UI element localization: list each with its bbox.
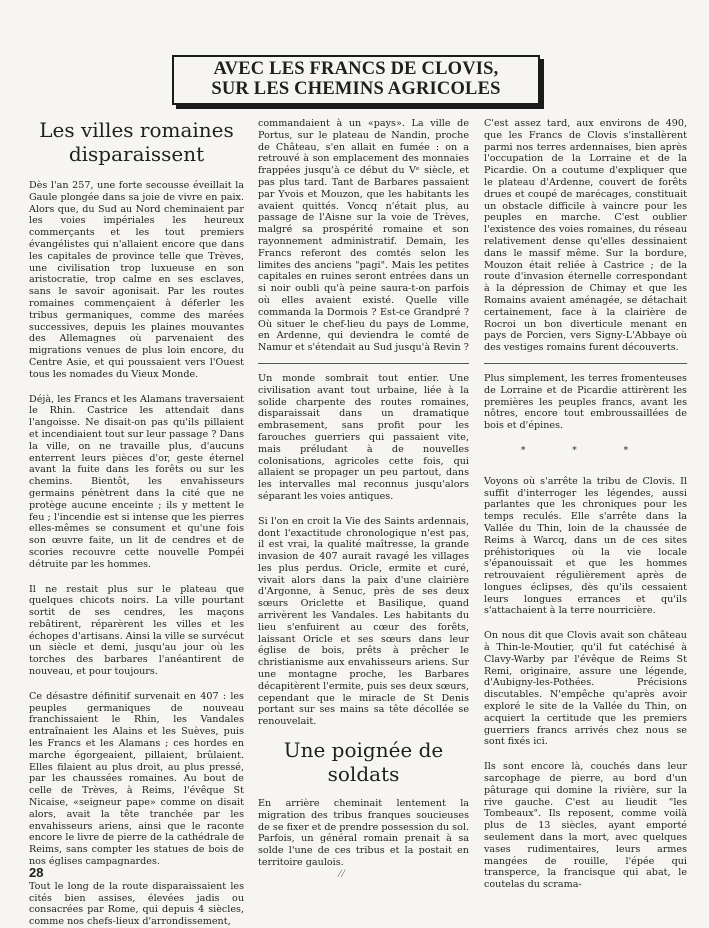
column-1	[29, 118, 244, 928]
paragraph: Un monde sombrait tout entier. Une civilisation avant tout urbaine, liée à la solide charpente des routes romaines, disparaissait dans un dramatique embrasement, sans profit pour les farouches guerriers qui passaient vite, mais préludant à de nouvelles colonisations, agricoles cette fois, qui allaient se propager un peu partout, dans les intervalles mal reconnus jusqu'alors séparant les voies antiques.	[258, 372, 469, 502]
page-number: 28	[29, 865, 44, 880]
paragraph: Voyons où s'arrête la tribu de Clovis. Il suffit d'interroger les légendes, aussi parlantes que les chroniques pour les temps reculés. Elle s'arrête dans la Vallée du Thin, loin de la chaussée de Reims à Warcq, dans un de ces sites préhistoriques où la vie locale s'épanouissait et que les hommes retrouvaient régulièrement après de longues éclipses, dès qu'ils cessaient leurs longues errances et qu'ils s'attachaient à la terre nourricière.	[484, 475, 687, 617]
paragraph: En arrière cheminait lentement la migration des tribus franques soucieuses de se fixer et de prendre possession du sol. Parfois, un général romain prenait à sa solde l'une de ces tribus et la postait en territoire gaulois.	[258, 798, 469, 869]
footer-mark: //	[338, 866, 345, 880]
section-separator-stars: * * *	[520, 445, 651, 456]
paragraph: Dès l'an 257, une forte secousse éveillait la Gaule plongée dans sa joie de vivre en paix. Alors que, du Sud au Nord cheminaient par les voies impériales les heureux commerçants et les tout premiers évangélistes qui n'allaient encore que dans les capitales de province telle que Trèves, une civilisation trop luxueuse en son aristocratie, trop calme en ses esclaves, sans le savoir agonisait. Par les routes romaines commençaient à déferler les tribus germaniques, comme des marées successives, depuis les plaines mouvantes des Allemagnes où parvenaient des migrations venues de plus loin encore, du Centre Asie, et qui poussaient vers l'Ouest tous les nomades du Vieux Monde.	[29, 180, 244, 380]
page-title-line-1: AVEC LES FRANCS DE CLOVIS,	[213, 59, 499, 79]
column-3	[484, 118, 687, 891]
column-2	[258, 118, 469, 869]
paragraph: On nous dit que Clovis avait son château à Thin-le-Moutier, qu'il fut catéchisé à Clavy-Warby par l'évêque de Reims St Remi, originaire, assure une légende, d'Aubigny-les-Pothées. Précisions discutables. N'empêche qu'après avoir exploré le site de la Vallée du Thin, on acquiert la certitude que les premiers guerriers francs arrivés chez nous se sont fixés ici.	[484, 630, 687, 748]
page-title-box	[172, 55, 540, 105]
paragraph: Déjà, les Francs et les Alamans traversaient le Rhin. Castrice les attendait dans l'angoisse. Ne disait-on pas qu'ils pillaient et incendiaient tout sur leur passage ? Dans la ville, on ne travaille plus, d'aucuns enterrent leurs pièces d'or, geste éternel avant la fuite dans les forêts ou sur les chemins. Bientôt, les envahisseurs germains pénètrent dans la cité que ne protège aucune enceinte ; ils y mettent le feu ; l'incendie est si intense que les pierres elles-mêmes se consument et qu'une fois son œuvre faite, un lit de cendres et de scories recouvre cette nouvelle Pompéi détruite par les hommes.	[29, 393, 244, 570]
paragraph: Plus simplement, les terres fromenteuses de Lorraine et de Picardie attirèrent les premières les peuples francs, avant les nôtres, encore tout embroussaillées de bois et d'épines.	[484, 372, 687, 432]
paragraph: commandaient à un «pays». La ville de Portus, sur le plateau de Nandin, proche de Château, s'en allait en fumée : on a retrouvé à son emplacement des monnaies frappées jusqu'à ce début du Vᵉ siècle, et pas plus tard. Tant de Barbares passaient par Yvois et Mouzon, que les habitants les avaient quittés. Voncq n'était plus, au passage de l'Aisne sur la voie de Trèves, malgré sa prospérité romaine et son rayonnement administratif. Demain, les Francs referont des comtés selon les limites des anciens "pagi". Mais les petites capitales en ruines seront entrées dans un si noir oubli qu'à peine saura-t-on parfois où elles avaient existé. Quelle ville commanda la Dormois ? Est-ce Grandpré ? Où situer le chef-lieu du pays de Lomme, en Ardenne, qui deviendra le comté de Namur et s'étendait au Sud jusqu'à Revin ?	[258, 118, 469, 354]
page-title-line-2: SUR LES CHEMINS AGRICOLES	[211, 79, 501, 99]
paragraph: Ils sont encore là, couchés dans leur sarcophage de pierre, au bord d'un pâturage qui domine la rivière, sur la rive gauche. C'est au lieudit "les Tombeaux". Ils reposent, comme voilà plus de 13 siècles, ayant emporté seulement dans la mort, avec quelques vases rudimentaires, leurs armes mangées de rouille, l'épée qui transperce, la francisque qui abat, le coutelas du scrama-	[484, 761, 687, 891]
paragraph: C'est assez tard, aux environs de 490, que les Francs de Clovis s'installèrent parmi nos terres ardennaises, bien après l'occupation de la Lorraine et de la Picardie. On a coutume d'expliquer que le plateau d'Ardenne, couvert de forêts drues et coupé de marécages, constituait un obstacle difficile à vaincre pour les peuples en marche. C'est oublier l'existence des voies romaines, du réseau relativement dense qu'elles dessinaient dans le massif même. Sur la bordure, Mouzon était reliée à Castrice ; de la route d'invasion éternelle correspondant à la dépression de Chimay et que les Romains avaient aménagée, se détachait certainement, face à la clairière de Rocroi un bon diverticule menant en pays de Porcien, vers Signy-L'Abbaye où des vestiges romains furent découverts.	[484, 118, 687, 354]
paragraph: Il ne restait plus sur le plateau que quelques chicots noirs. La ville pourtant sortit de ses cendres, les maçons rebâtirent, réparèrent les villes et les échopes d'artisans. Ainsi la ville se survécut un siècle et demi, jusqu'au jour où les torches des barbares l'anéantirent de nouveau, et pour toujours.	[29, 583, 244, 678]
column-divider	[258, 363, 469, 364]
paragraph: Tout le long de la route disparaissaient les cités bien assises, élevées jadis ou consacrées par Rome, qui depuis 4 siècles, comme nos chefs-lieux d'arrondissement,	[29, 880, 244, 928]
section-heading-soldats: Une poignée de soldats	[283, 738, 444, 787]
column-divider	[484, 363, 687, 364]
paragraph: Ce désastre définitif survenait en 407 : les peuples germaniques de nouveau franchissaient le Rhin, les Vandales entraînaient les Alains et les Suèves, puis les Francs et les Alamans ; ces hordes en marche égorgeaient, pillaient, brûlaient. Elles filaient au plus droit, au plus pressé, par les chaussées romaines. Au bout de celle de Trèves, à Reims, l'évêque St Nicaise, «seigneur pape» comme on disait alors, avait la tête tranchée par les envahisseurs ariens, ainsi que le raconte encore le livre de pierre de la cathédrale de Reims, sans compter les statues de bois de nos églises campagnardes.	[29, 690, 244, 868]
section-heading-villes: Les villes romaines disparaissent	[39, 118, 234, 166]
paragraph: Si l'on en croit la Vie des Saints ardennais, dont l'exactitude chronologique n'est pas, il est vrai, la qualité maîtresse, la grande invasion de 407 aurait ravagé les villages les plus perdus. Oricle, ermite et curé, vivait alors dans la paix d'une clairière d'Argonne, à Senuc, près de ses deux sœurs Oriclette et Basilique, quand arrivèrent les Vandales. Les habitants du lieu s'enfuirent au cœur des forêts, laissant Oricle et ses sœurs dans leur église de bois, prêts à prêcher le christianisme aux envahisseurs ariens. Sur une montagne proche, les Barbares décapitèrent l'ermite, puis ses deux sœurs, cependant que le miracle de St Denis portant sur ses mains sa tête décollée se renouvelait.	[258, 515, 469, 728]
